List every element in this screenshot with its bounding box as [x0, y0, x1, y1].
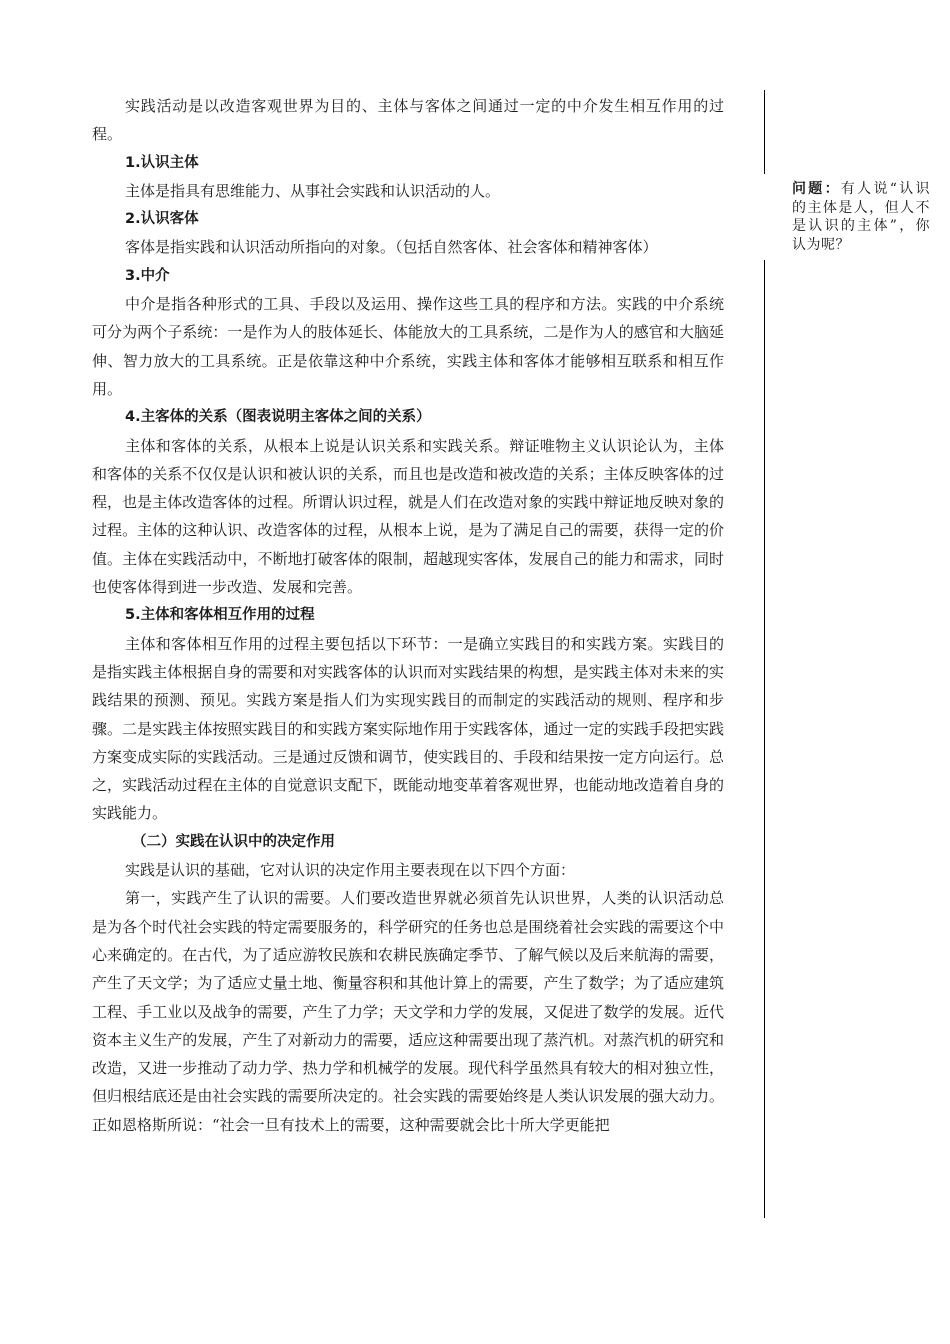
main-text-column [92, 92, 724, 1139]
section2-heading: （二）实践在认识中的决定作用 [132, 833, 335, 850]
margin-question-note [792, 180, 930, 254]
section2-first-point: 第一，实践产生了认识的需要。人们要改造世界就必须首先认识世界，人类的认识活动总是为各个时代社会实践的特定需要服务的，科学研究的任务也总是围绕着社会实践的需要这个中心来确定的。在古代，为了适应游牧民族和农耕民族确定季节、了解气候以及后来航海的需要，产生了天文学；为了适应丈量土地、衡量容积和其他计算上的需要，产生了数学；为了适应建筑工程、手工业以及战争的需要，产生了力学；天文学和力学的发展，又促进了数学的发展。近代资本主义生产的发展，产生了对新动力的需要，适应这种需要出现了蒸汽机。对蒸汽机的研究和改造，又进一步推动了动力学、热力学和机械学的发展。现代科学虽然具有较大的相对独立性，但归根结底还是由社会实践的需要所决定的。社会实践的需要始终是人类认识发展的强大动力。正如恩格斯所说：“社会一旦有技术上的需要，这种需要就会比十所大学更能把 [92, 889, 724, 1134]
question-text: 有人说“认识的主体是人，但人不是认识的主体”，你认为呢？ [792, 181, 930, 253]
section-body-object: 客体是指实践和认识活动所指向的对象。（包括自然客体、社会客体和精神客体） [125, 238, 658, 257]
section-heading-object: 2.认识客体 [125, 211, 199, 228]
section-heading-medium: 3.中介 [125, 267, 170, 284]
section-heading-interaction: 5.主体和客体相互作用的过程 [125, 607, 315, 624]
section2-intro: 实践是认识的基础，它对认识的决定作用主要表现在以下四个方面： [125, 861, 576, 880]
margin-divider-main [764, 260, 765, 1218]
question-label: 问题： [792, 181, 841, 197]
section-body-subject: 主体是指具有思维能力、从事社会实践和认识活动的人。 [125, 181, 501, 200]
margin-divider-top [764, 90, 765, 174]
section-body-medium: 中介是指各种形式的工具、手段以及运用、操作这些工具的程序和方法。实践的中介系统可分为两个子系统：一是作为人的肢体延长、体能放大的工具系统，二是作为人的感官和大脑延伸、智力放大的工具系统。正是依靠这种中介系统，实践主体和客体才能够相互联系和相互作用。 [92, 295, 724, 398]
intro-paragraph: 实践活动是以改造客观世界为目的、主体与客体之间通过一定的中介发生相互作用的过程。 [92, 97, 724, 144]
section-heading-relation: 4.主客体的关系（图表说明主客体之间的关系） [125, 409, 431, 426]
section-heading-subject: 1.认识主体 [125, 154, 199, 171]
section-body-relation: 主体和客体的关系，从根本上说是认识关系和实践关系。辩证唯物主义认识论认为，主体和客体的关系不仅仅是认识和被认识的关系，而且也是改造和被改造的关系；主体反映客体的过程，也是主体改造客体的过程。所谓认识过程，就是人们在改造对象的实践中辩证地反映对象的过程。主体的这种认识、改造客体的过程，从根本上说，是为了满足自己的需要，获得一定的价值。主体在实践活动中，不断地打破客体的限制，超越现实客体，发展自己的能力和需求，同时也使客体得到进一步改造、发展和完善。 [92, 436, 724, 597]
section-body-interaction: 主体和客体相互作用的过程主要包括以下环节：一是确立实践目的和实践方案。实践目的是指实践主体根据自身的需要和对实践客体的认识而对实践结果的构想，是实践主体对未来的实践结果的预测、预见。实践方案是指人们为实现实践目的而制定的实践活动的规则、程序和步骤。二是实践主体按照实践目的和实践方案实际地作用于实践客体，通过一定的实践手段把实践方案变成实际的实践活动。三是通过反馈和调节，使实践目的、手段和结果按一定方向运行。总之，实践活动过程在主体的自觉意识支配下，既能动地变革着客观世界，也能动地改造着自身的实践能力。 [92, 634, 724, 823]
